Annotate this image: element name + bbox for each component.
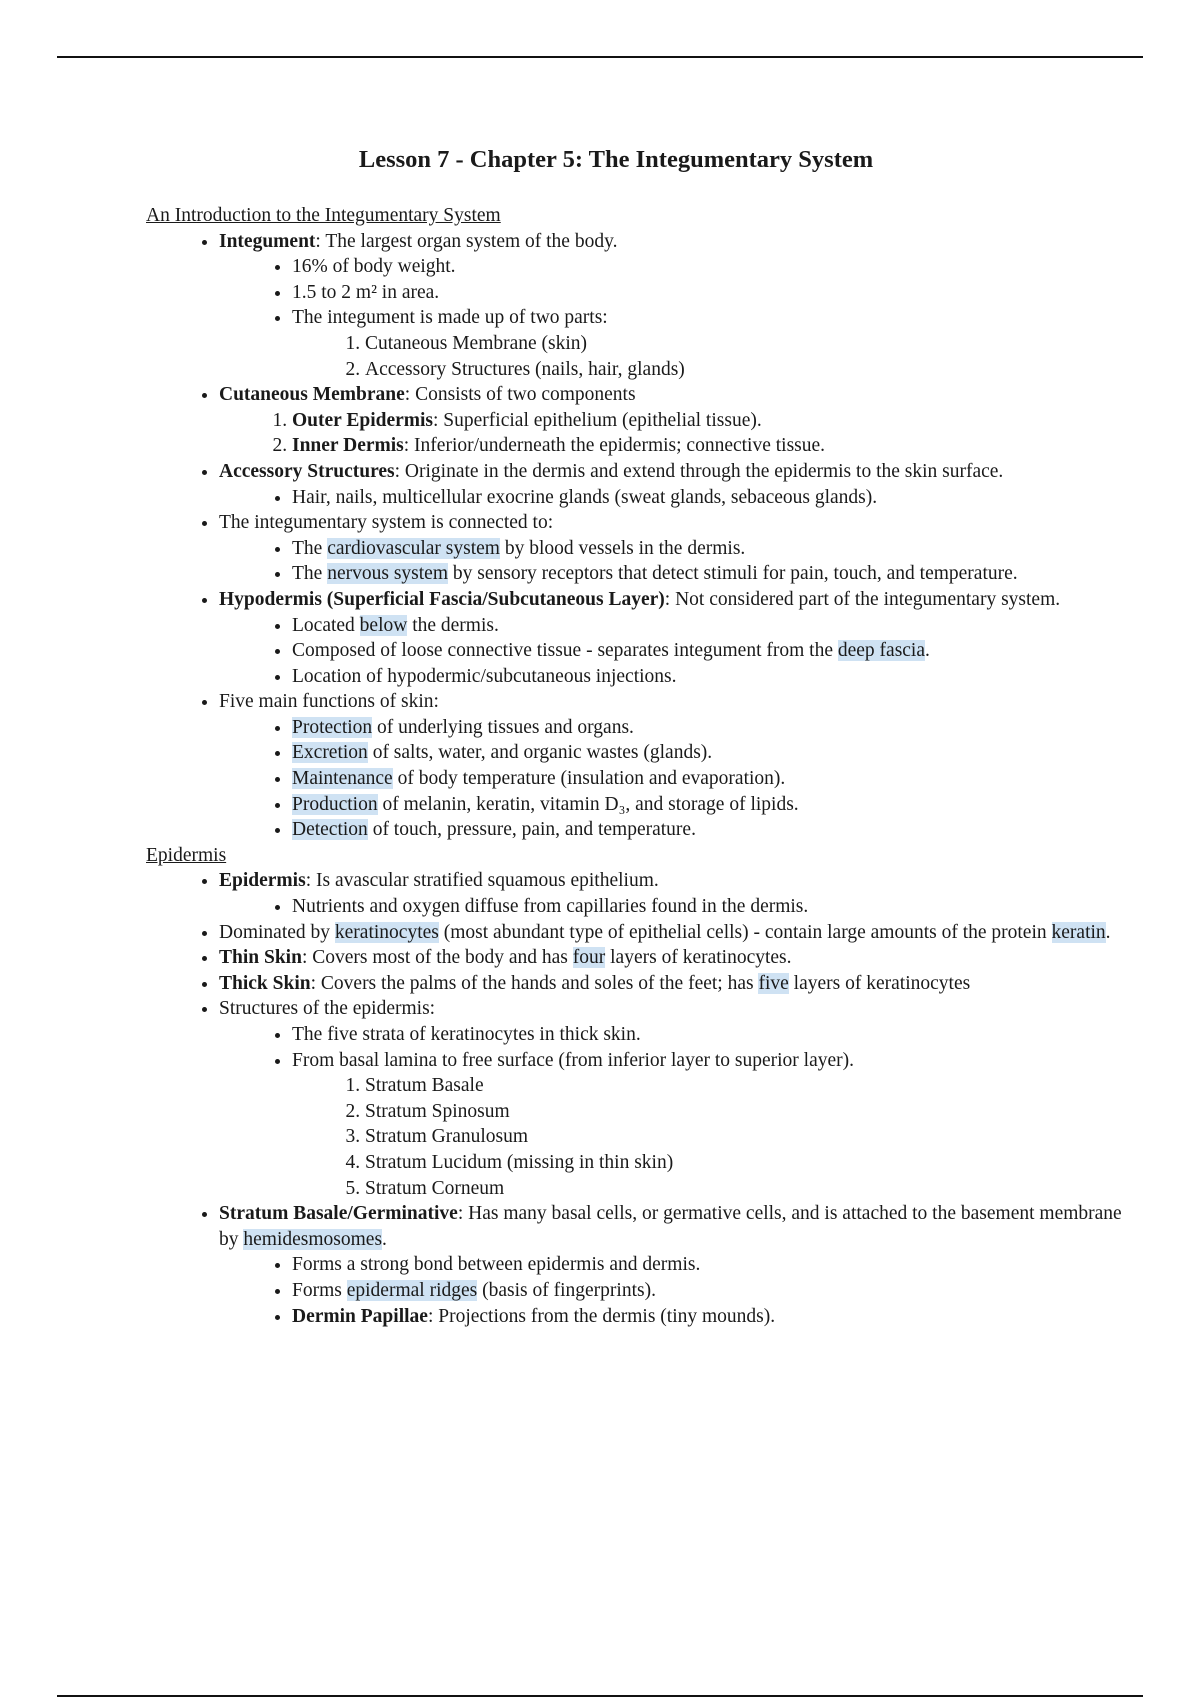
highlight: Detection (292, 819, 368, 841)
highlight: Protection (292, 716, 373, 738)
highlight: below (359, 614, 408, 636)
list-item: 2. Inner Dermis: Inferior/underneath the epidermis; connective tissue. (292, 433, 1146, 459)
list-item: • Hypodermis (Superficial Fascia/Subcutaneous Layer): Not considered part of the integumentary system. • Located below the dermis. • Composed of loose connective tissue - separates integument from the deep fascia. • Location of hypodermic/subcutaneous injections. (219, 587, 1146, 689)
list-item: • Detection of touch, pressure, pain, and temperature. (292, 817, 1146, 843)
highlight: Maintenance (292, 768, 393, 790)
highlight: four (572, 947, 606, 969)
list-item: • Excretion of salts, water, and organic wastes (glands). (292, 740, 1146, 766)
list-item: • 1.5 to 2 m² in area. (292, 280, 1146, 306)
list-item: 3. Stratum Granulosum (365, 1124, 1146, 1150)
list-item: • The five strata of keratinocytes in thick skin. (292, 1022, 1146, 1048)
list-item: • Nutrients and oxygen diffuse from capillaries found in the dermis. (292, 894, 1146, 920)
list-item: • Structures of the epidermis: • The five strata of keratinocytes in thick skin. • From basal lamina to free surface (from inferior layer to superior layer). 1. Stratum Basale 2. Stratum Spinosum 3. Stratum Granulosum 4. Stratum Lucidum (missing in thin skin) 5. Stratum Corneum (219, 996, 1146, 1201)
list-item: 1. Outer Epidermis: Superficial epithelium (epithelial tissue). (292, 408, 1146, 434)
list-item: • Thick Skin: Covers the palms of the hands and soles of the feet; has five layers of keratinocytes (219, 971, 1146, 997)
list-item: 2. Stratum Spinosum (365, 1099, 1146, 1125)
list-item: • Protection of underlying tissues and organs. (292, 715, 1146, 741)
highlight: nervous system (327, 563, 448, 585)
list-item: 2. Accessory Structures (nails, hair, glands) (365, 357, 1146, 383)
list-item: 5. Stratum Corneum (365, 1176, 1146, 1202)
list-item: • The cardiovascular system by blood vessels in the dermis. (292, 536, 1146, 562)
list-item: • Dermin Papillae: Projections from the dermis (tiny mounds). (292, 1304, 1146, 1330)
list-item: • Forms epidermal ridges (basis of fingerprints). (292, 1278, 1146, 1304)
list-item: • Dominated by keratinocytes (most abundant type of epithelial cells) - contain large amounts of the protein keratin. (219, 920, 1146, 946)
page-title: Lesson 7 - Chapter 5: The Integumentary System (358, 146, 874, 173)
highlight: epidermal ridges (346, 1279, 478, 1301)
top-rule (57, 56, 1143, 58)
list-item: • 16% of body weight. (292, 254, 1146, 280)
list-item: • Epidermis: Is avascular stratified squamous epithelium. • Nutrients and oxygen diffuse from capillaries found in the dermis. (219, 868, 1146, 919)
highlight: deep fascia (837, 640, 926, 662)
section-heading-epidermis: Epidermis (146, 844, 227, 866)
list-item: • Forms a strong bond between epidermis and dermis. (292, 1252, 1146, 1278)
highlight: keratinocytes (334, 921, 439, 943)
list-item: • Five main functions of skin: • Protection of underlying tissues and organs. • Excretion of salts, water, and organic wastes (glands). • Maintenance of body temperature (insulation and evaporation). • Production of melanin, keratin, vitamin D₃, and storage of lipids. • Detection of touch, pressure, pain, and temperature. (219, 689, 1146, 843)
list-item: • Maintenance of body temperature (insulation and evaporation). (292, 766, 1146, 792)
list-item: • Composed of loose connective tissue - separates integument from the deep fascia. (292, 638, 1146, 664)
highlight: Excretion (292, 742, 368, 764)
list-item: 1. Stratum Basale (365, 1073, 1146, 1099)
list-item: • From basal lamina to free surface (from inferior layer to superior layer). 1. Stratum Basale 2. Stratum Spinosum 3. Stratum Granulosum 4. Stratum Lucidum (missing in thin skin) 5. Stratum Corneum (292, 1048, 1146, 1202)
intro-list (146, 229, 1146, 843)
list-item: • Stratum Basale/Germinative: Has many basal cells, or germative cells, and is attached to the basement membrane by hemidesmosomes. • Forms a strong bond between epidermis and dermis. • Forms epidermal ridges (basis of fingerprints). • Dermin Papillae: Projections from the dermis (tiny mounds). (219, 1201, 1146, 1329)
list-item: 4. Stratum Lucidum (missing in thin skin) (365, 1150, 1146, 1176)
list-item: • The integumentary system is connected to: • The cardiovascular system by blood vessels in the dermis. • The nervous system by sensory receptors that detect stimuli for pain, touch, and temperature. (219, 510, 1146, 587)
section-heading-intro: An Introduction to the Integumentary System (146, 205, 501, 226)
list-item: • Thin Skin: Covers most of the body and has four layers of keratinocytes. (219, 945, 1146, 971)
list-item: • The integument is made up of two parts: 1. Cutaneous Membrane (skin) 2. Accessory Structures (nails, hair, glands) (292, 305, 1146, 382)
bottom-rule (57, 1695, 1143, 1697)
list-item: 1. Cutaneous Membrane (skin) (365, 331, 1146, 357)
list-item: • Cutaneous Membrane: Consists of two components 1. Outer Epidermis: Superficial epithelium (epithelial tissue). 2. Inner Dermis: Inferior/underneath the epidermis; connective tissue. (219, 382, 1146, 459)
highlight: Production (292, 793, 378, 815)
list-item: • The nervous system by sensory receptors that detect stimuli for pain, touch, and temperature. (292, 561, 1146, 587)
highlight: keratin (1051, 921, 1106, 943)
list-item: • Accessory Structures: Originate in the dermis and extend through the epidermis to the skin surface. • Hair, nails, multicellular exocrine glands (sweat glands, sebaceous glands). (219, 459, 1146, 510)
epidermis-list (146, 868, 1146, 1329)
highlight: cardiovascular system (327, 537, 500, 559)
list-item: • Location of hypodermic/subcutaneous injections. (292, 664, 1146, 690)
list-item: • Production of melanin, keratin, vitamin D₃, and storage of lipids. (292, 792, 1146, 818)
highlight: five (758, 972, 789, 994)
list-item: • Located below the dermis. (292, 613, 1146, 639)
document-body (146, 203, 1146, 1329)
list-item: • Integument: The largest organ system of the body. • 16% of body weight. • 1.5 to 2 m² in area. • The integument is made up of two parts: 1. Cutaneous Membrane (skin) 2. Accessory Structures (nails, hair, glands) (219, 229, 1146, 383)
list-item: • Hair, nails, multicellular exocrine glands (sweat glands, sebaceous glands). (292, 485, 1146, 511)
highlight: hemidesmosomes (243, 1228, 383, 1250)
